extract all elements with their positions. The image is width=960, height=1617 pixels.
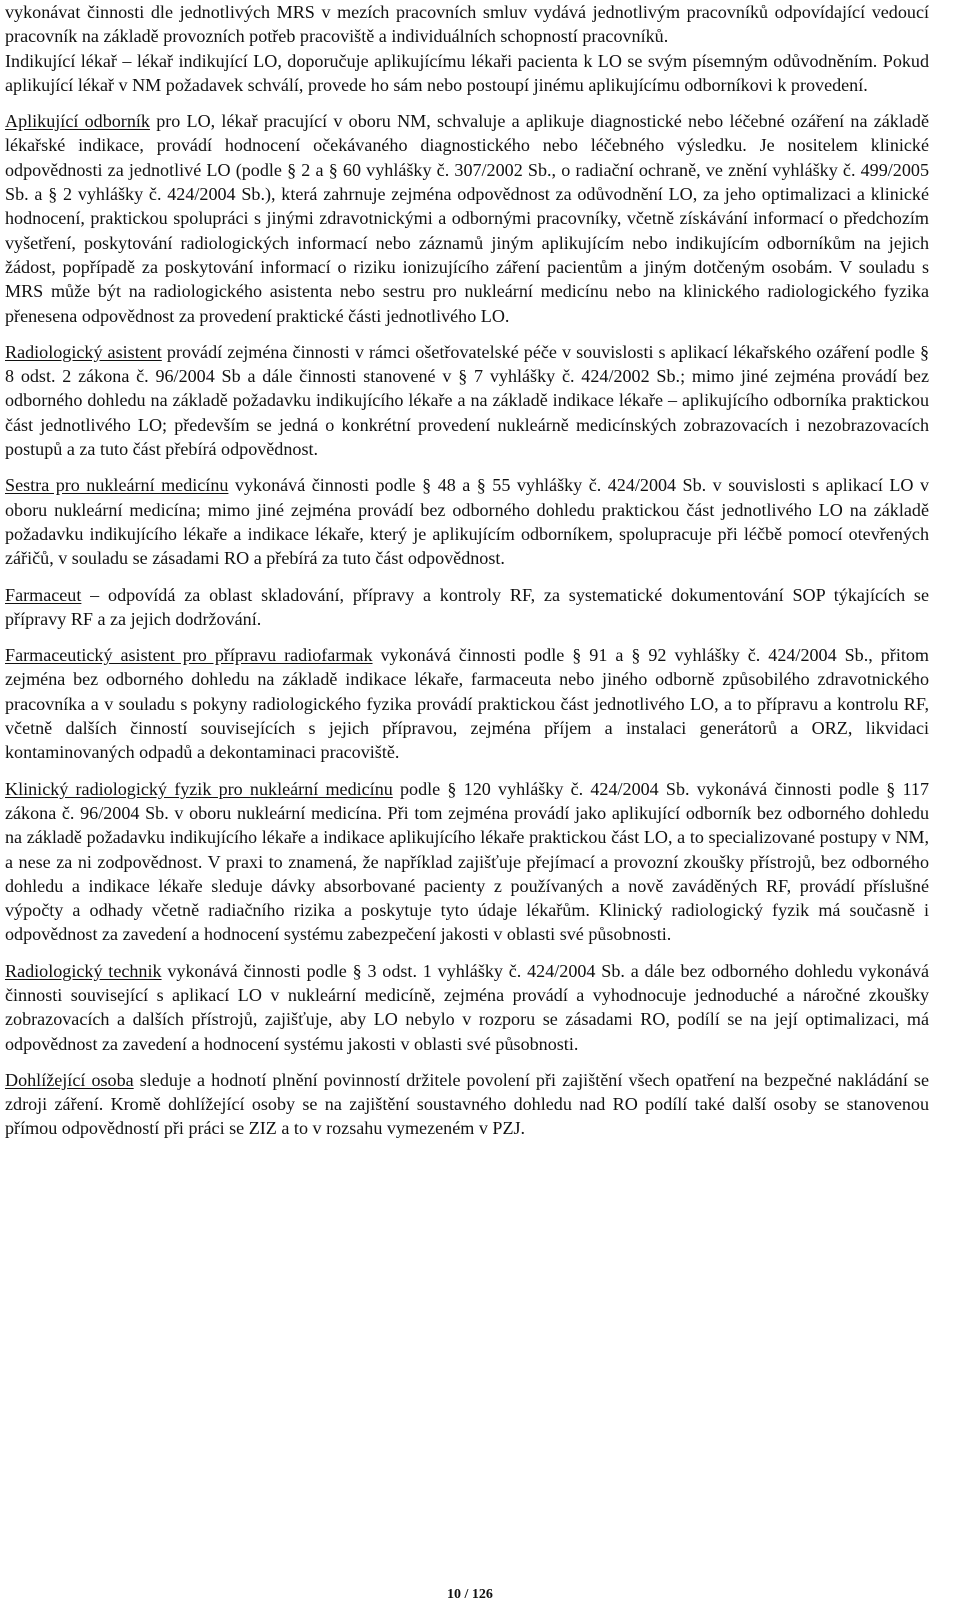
paragraph-radiologicky-asistent bbox=[5, 340, 929, 461]
paragraph-text: vykonává činnosti podle § 91 a § 92 vyhlášky č. 424/2004 Sb., přitom zejména bez odborného dohledu na základě indikace lékaře, farmaceuta nebo jiného odborně způsobilého zdravotnického pracovníka a v souladu s pokyny radiologického fyzika provádí praktickou část jednotlivého LO, a to přípravu a kontrolu RF, včetně dalších činností souvisejících s jejich přípravou, zejména příjem a instalaci generátorů a ORZ, likvidaci kontaminovaných odpadů a dekontaminaci pracoviště. bbox=[5, 645, 929, 763]
page-number: 10 / 126 bbox=[447, 1587, 493, 1602]
term-label: Klinický radiologický fyzik pro nukleární medicínu bbox=[5, 778, 393, 799]
paragraph-intro bbox=[5, 0, 929, 49]
paragraph-text: – odpovídá za oblast skladování, přípravy a kontroly RF, za systematické dokumentování SOP týkajících se přípravy RF a za jejich dodržování. bbox=[5, 584, 929, 629]
paragraph-aplikujici-odbornik bbox=[5, 109, 929, 328]
paragraph-dohlizejici-osoba bbox=[5, 1068, 929, 1141]
paragraph-text: podle § 120 vyhlášky č. 424/2004 Sb. vykonává činnosti podle § 117 zákona č. 96/2004 Sb. v oboru nukleární medicína. Při tom zejména provádí jako aplikující odborník bez odborného dohledu na základě požadavku indikujícího lékaře a indikace aplikujícího lékaře praktickou část LO, a to specializované postupy v NM, a nese za ni zodpovědnost. V praxi to znamená, že například zajišťuje přejímací a provozní zkoušky přístrojů, bez odborného dohledu a indikace lékaře sleduje dávky absorbované pacienty z používaných a nově zaváděných RF, provádí příslušné výpočty a odhady včetně radiačního rizika a poskytuje tyto údaje lékařům. Klinický radiologický fyzik má současně i odpovědnost za zavedení a hodnocení systému zabezpečení jakosti v oblasti své působnosti. bbox=[5, 778, 929, 945]
term-label: Radiologický technik bbox=[5, 960, 162, 981]
term-label: Farmaceut bbox=[5, 584, 82, 605]
paragraph-text: – lékař indikující LO, doporučuje aplikujícímu lékaři pacienta k LO se svým písemným odůvodněním. Pokud aplikující lékař v NM požadavek schválí, provede ho sám nebo postoupí jinému aplikujícímu odborníkovi k provedení. bbox=[5, 50, 930, 95]
paragraph-text: vykonávat činnosti dle jednotlivých MRS v mezích pracovních smluv vydává jednotlivým pracovníků odpovídající vedoucí pracovník na základě provozních potřeb pracoviště a individuálních schopností pracovníků. bbox=[5, 2, 929, 47]
paragraph-text: sleduje a hodnotí plnění povinností držitele povolení při zajištění všech opatření na bezpečné nakládání se zdroji záření. Kromě dohlížející osoby se na zajištění soustavného dohledu nad RO podílí také další osoby se stanovenou přímou odpovědností při práci se ZIZ a to v rozsahu vymezeném v PZJ. bbox=[5, 1069, 930, 1139]
paragraph-radiologicky-technik bbox=[5, 959, 929, 1056]
term-label: Radiologický asistent bbox=[5, 341, 162, 362]
paragraph-text: provádí zejména činnosti v rámci ošetřovatelské péče v souvislosti s aplikací lékařského ozáření podle § 8 odst. 2 zákona č. 96/2004 Sb a dále činnosti stanovené v § 7 vyhlášky č. 424/2002 Sb.; mimo jiné zejména provádí bez odborného dohledu na základě požadavku indikujícího lékaře a na základě indikace lékaře – aplikujícího odborníka praktickou část jednotlivého LO; především se jedná o konkrétní provedení nukleárně medicínských zobrazovacích i nezobrazovacích postupů a za tuto část přebírá odpovědnost. bbox=[5, 341, 929, 460]
term-label: Sestra pro nukleární medicínu bbox=[5, 475, 229, 496]
paragraph-sestra-nm bbox=[5, 473, 929, 570]
term-label: Farmaceutický asistent pro přípravu radiofarmak bbox=[5, 645, 373, 666]
paragraph-klinicky-fyzik bbox=[5, 777, 929, 947]
paragraph-farmaceuticky-asistent bbox=[5, 643, 929, 764]
paragraph-text: pro LO, lékař pracující v oboru NM, schvaluje a aplikuje diagnostické nebo léčebné ozáření na základě lékařské indikace, provádí hodnocení očekávaného diagnostického nebo léčebného výsledku. Je nositelem klinické odpovědnosti za jednotlivé LO (podle § 2 a § 60 vyhlášky č. 307/2002 Sb., o radiační ochraně, ve znění vyhlášky č. 499/2005 Sb. a § 2 vyhlášky č. 424/2004 Sb.), která zahrnuje zejména odpovědnost za odůvodnění LO, za jeho optimalizaci a klinické hodnocení, praktickou spolupráci s jinými zdravotnickými a odbornými pracovníky, včetně získávání informací o předchozím vyšetření, poskytování radiologických informací nebo záznamů jiným aplikujícím nebo indikujícím odborníkům na jejich žádost, popřípadě za poskytování informací o riziku ionizujícího záření pacientům a jiným dotčeným osobám. V souladu s MRS může být na radiologického asistenta nebo sestru pro nukleární medicínu nebo na klinického radiologického fyzika přenesena odpovědnost za provedení praktické části jednotlivého LO. bbox=[5, 111, 929, 326]
document-page bbox=[5, 0, 929, 1153]
term-label: Indikující lékař bbox=[5, 50, 117, 71]
term-label: Aplikující odborník bbox=[5, 111, 150, 132]
paragraph-indikujici-lekar bbox=[5, 49, 929, 98]
term-label: Dohlížející osoba bbox=[5, 1069, 134, 1090]
paragraph-farmaceut bbox=[5, 583, 929, 632]
paragraph-text: vykonává činnosti podle § 3 odst. 1 vyhlášky č. 424/2004 Sb. a dále bez odborného dohledu vykonává činnosti související s aplikací LO v nukleární medicíně, zejména provádí a vyhodnocuje jednoduché a náročné zkoušky zobrazovacích a dalších přístrojů, zajišťuje, aby LO nebylo v rozporu se zásadami RO, podílí se na její optimalizaci, má odpovědnost za zavedení a hodnocení systému jakosti v oblasti své působnosti. bbox=[5, 960, 930, 1054]
paragraph-text: vykonává činnosti podle § 48 a § 55 vyhlášky č. 424/2004 Sb. v souvislosti s aplikací LO v oboru nukleární medicína; mimo jiné zejména provádí bez odborného dohledu praktickou část jednotlivého LO na základě požadavku indikujícího lékaře a indikace lékaře, který je aplikujícím odborníkem, spolupracuje při léčbě pomocí otevřených zářičů, v souladu se zásadami RO a přebírá za tuto část odpovědnost. bbox=[5, 475, 929, 569]
